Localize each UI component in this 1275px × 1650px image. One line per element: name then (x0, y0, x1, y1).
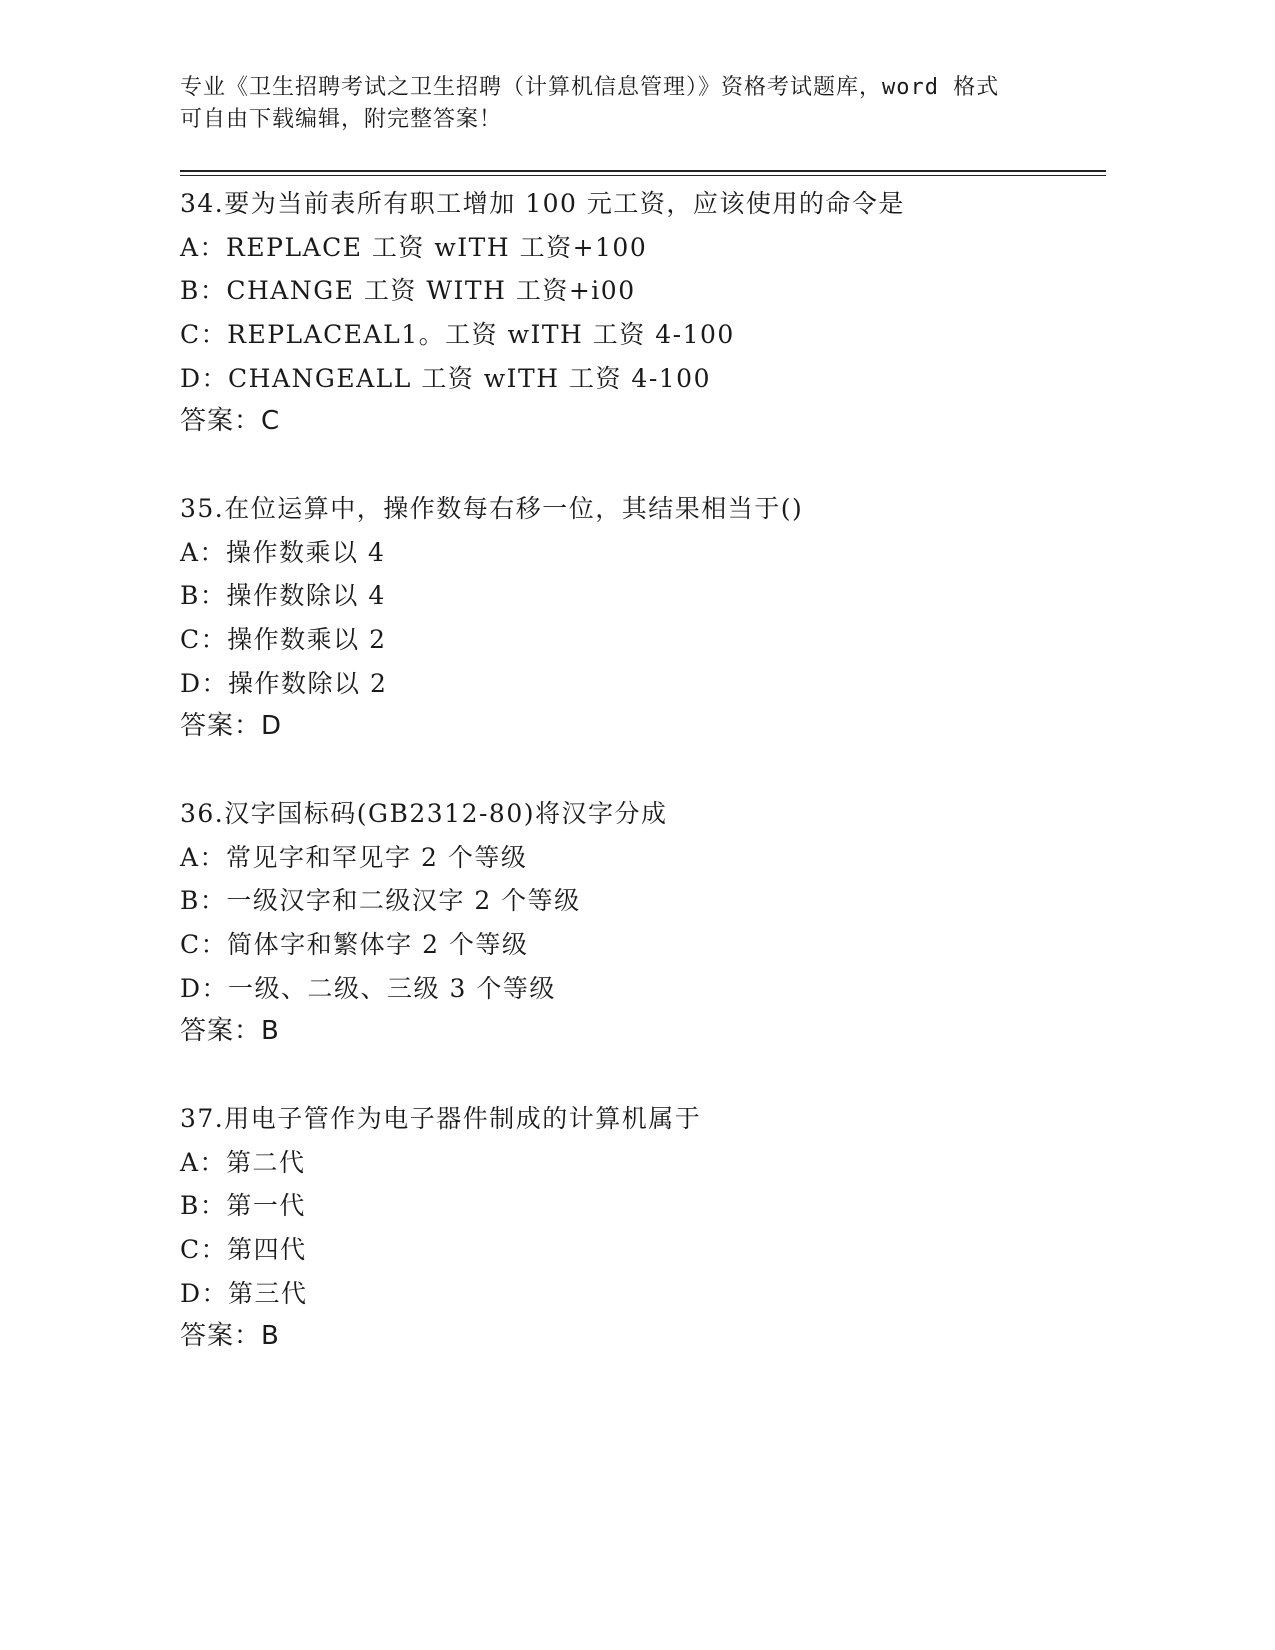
question-stem: 37.用电子管作为电子器件制成的计算机属于 (180, 1104, 702, 1133)
document-header (180, 72, 1080, 136)
question-block-35 (180, 487, 1100, 749)
option-b: B：第一代 (180, 1191, 306, 1221)
option-c: C：操作数乘以 2 (180, 625, 387, 655)
header-line-2: 可自由下载编辑，附完整答案！ (180, 107, 503, 132)
question-block-36 (180, 792, 1100, 1054)
option-a: A：常见字和罕见字 2 个等级 (180, 842, 528, 872)
question-block-37 (180, 1097, 1100, 1359)
option-d: D：一级、二级、三级 3 个等级 (180, 973, 556, 1003)
answer-line: 答案：D (180, 711, 283, 742)
answer-line: 答案：B (180, 1321, 280, 1352)
option-c: C：简体字和繁体字 2 个等级 (180, 930, 529, 960)
question-stem: 34.要为当前表所有职工增加 100 元工资，应该使用的命令是 (180, 189, 905, 218)
question-block-34 (180, 182, 1100, 444)
header-divider-thick (180, 170, 1106, 172)
option-c: C：REPLACEAL1。工资 wITH 工资 4-100 (180, 320, 735, 350)
option-b: B：一级汉字和二级汉字 2 个等级 (180, 886, 581, 916)
option-d: D：操作数除以 2 (180, 668, 388, 698)
option-a: A：第二代 (180, 1147, 306, 1177)
option-a: A：REPLACE 工资 wITH 工资+100 (180, 232, 648, 262)
question-stem: 35.在位运算中，操作数每右移一位，其结果相当于() (180, 494, 804, 523)
option-d: D：CHANGEALL 工资 wITH 工资 4-100 (180, 363, 711, 393)
answer-line: 答案：B (180, 1016, 280, 1047)
option-b: B：CHANGE 工资 WITH 工资+i00 (180, 276, 636, 306)
answer-line: 答案：C (180, 406, 281, 437)
header-line-1: 专业《卫生招聘考试之卫生招聘（计算机信息管理）》资格考试题库，word 格式 (180, 75, 1000, 100)
option-a: A：操作数乘以 4 (180, 537, 386, 567)
question-stem: 36.汉字国标码(GB2312-80)将汉字分成 (180, 799, 668, 828)
option-d: D：第三代 (180, 1278, 308, 1308)
header-divider-thin (180, 175, 1106, 176)
option-c: C：第四代 (180, 1235, 307, 1265)
option-b: B：操作数除以 4 (180, 581, 386, 611)
